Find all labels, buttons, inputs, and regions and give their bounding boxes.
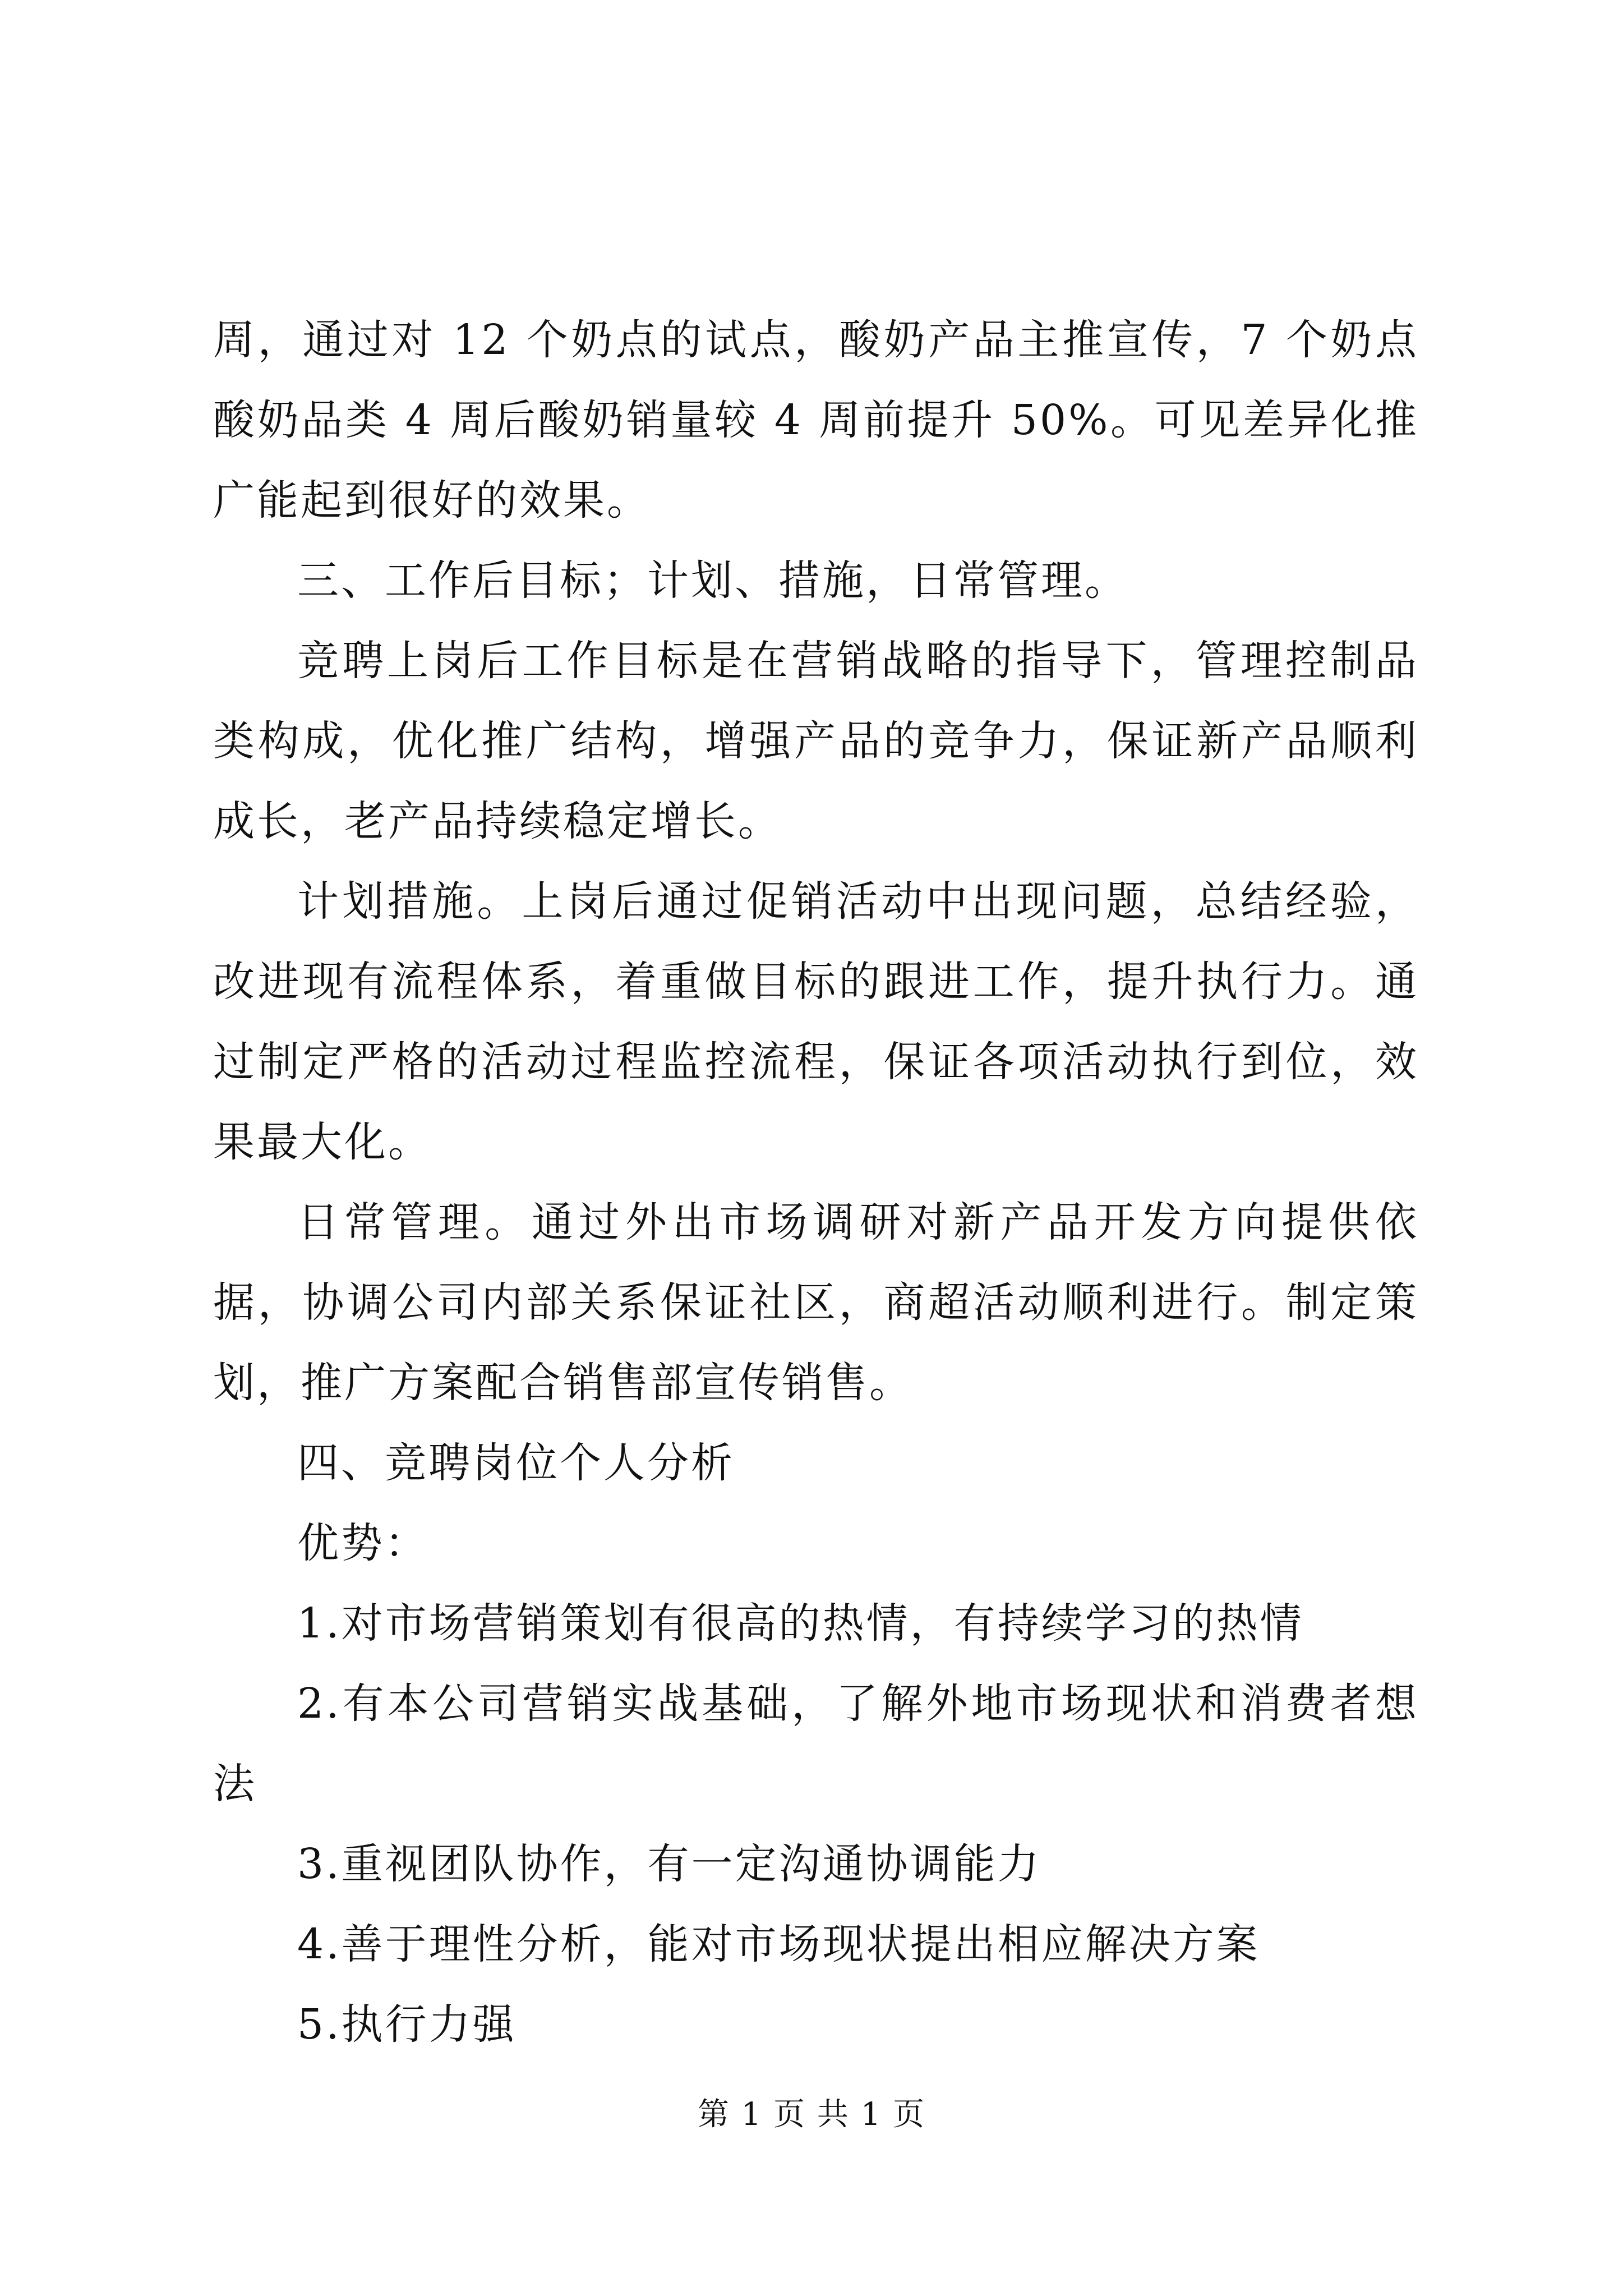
list-item: 5.执行力强	[297, 2000, 517, 2049]
paragraph-continuation: 周，通过对 12 个奶点的试点，酸奶产品主推宣传，7 个奶点酸奶品类 4 周后酸奶销量较 4 周前提升 50%。可见差异化推广能起到很好的效果。	[213, 316, 1419, 524]
section-heading-4: 四、竞聘岗位个人分析	[297, 1439, 735, 1487]
advantages-heading: 优势：	[297, 1519, 428, 1567]
list-item: 2.有本公司营销实战基础，了解外地市场现状和消费者想法	[213, 1680, 1419, 1808]
paragraph-daily-management: 日常管理。通过外出市场调研对新产品开发方向提供依据，协调公司内部关系保证社区，商超活动顺利进行。制定策划，推广方案配合销售部宣传销售。	[213, 1198, 1419, 1407]
list-item: 4.善于理性分析，能对市场现状提出相应解决方案	[297, 1920, 1260, 1968]
list-item: 1.对市场营销策划有很高的热情，有持续学习的热情	[297, 1599, 1304, 1648]
paragraph-work-goal: 竞聘上岗后工作目标是在营销战略的指导下，管理控制品类构成，优化推广结构，增强产品的竞争力，保证新产品顺利成长，老产品持续稳定增长。	[213, 637, 1419, 845]
document-body	[213, 300, 1419, 2065]
paragraph-plan-measures: 计划措施。上岗后通过促销活动中出现问题，总结经验，改进现有流程体系，着重做目标的跟进工作，提升执行力。通过制定严格的活动过程监控流程，保证各项活动执行到位，效果最大化。	[213, 877, 1419, 1166]
page-number-footer: 第 1 页 共 1 页	[697, 2096, 926, 2133]
section-heading-3: 三、工作后目标；计划、措施，日常管理。	[297, 556, 1128, 605]
list-item: 3.重视团队协作，有一定沟通协调能力	[297, 1840, 1041, 1888]
